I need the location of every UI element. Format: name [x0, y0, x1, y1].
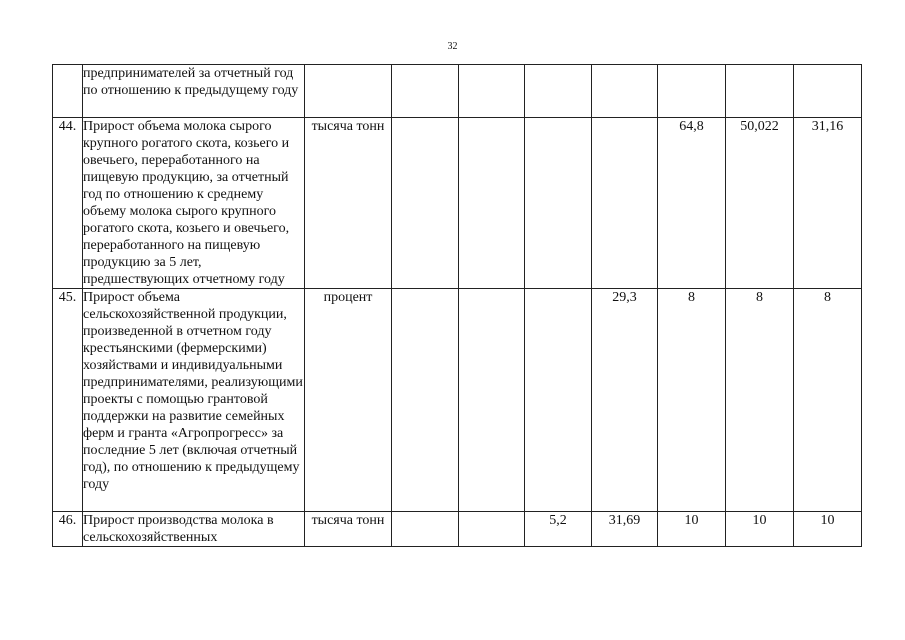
value-cell: 64,8: [658, 118, 726, 289]
value-cell: 8: [658, 289, 726, 512]
table-row: [53, 65, 862, 118]
row-number: [53, 65, 83, 118]
value-cell: [726, 65, 794, 118]
indicator-name: Прирост производства молока в сельскохозяйственных: [83, 512, 305, 547]
value-cell: 50,022: [726, 118, 794, 289]
value-cell: [459, 118, 525, 289]
value-cell: [392, 65, 459, 118]
value-cell: 10: [726, 512, 794, 547]
table-row: [53, 289, 862, 512]
value-cell: [459, 289, 525, 512]
indicator-name: Прирост объема молока сырого крупного рогатого скота, козьего и овечьего, переработанного на пищевую продукцию, за отчетный год по отношению к среднему объему молока сырого крупного рогатого скота, козьего и овечьего, переработанного на пищевую продукцию за 5 лет, предшествующих отчетному году: [83, 118, 305, 289]
value-cell: 8: [726, 289, 794, 512]
value-cell: [592, 118, 658, 289]
value-cell: [392, 512, 459, 547]
unit-cell: тысяча тонн: [305, 118, 392, 289]
value-cell: 8: [794, 289, 862, 512]
row-number: 44.: [53, 118, 83, 289]
row-number: 46.: [53, 512, 83, 547]
unit-cell: [305, 65, 392, 118]
value-cell: [592, 65, 658, 118]
indicators-table: [52, 64, 862, 547]
value-cell: 29,3: [592, 289, 658, 512]
value-cell: [459, 512, 525, 547]
value-cell: 31,16: [794, 118, 862, 289]
value-cell: 5,2: [525, 512, 592, 547]
value-cell: [525, 118, 592, 289]
indicator-name: Прирост объема сельскохозяйственной продукции, произведенной в отчетном году крестьянскими (фермерскими) хозяйствами и индивидуальными предпринимателями, реализующими проекты с помощью грантовой поддержки на развитие семейных ферм и гранта «Агропрогресс» за последние 5 лет (включая отчетный год), по отношению к предыдущему году: [83, 289, 305, 512]
value-cell: [392, 289, 459, 512]
unit-cell: тысяча тонн: [305, 512, 392, 547]
value-cell: [525, 65, 592, 118]
value-cell: [525, 289, 592, 512]
indicator-name: предпринимателей за отчетный год по отношению к предыдущему году: [83, 65, 305, 118]
unit-cell: процент: [305, 289, 392, 512]
table-row: [53, 512, 862, 547]
page-number: 32: [447, 41, 458, 52]
value-cell: [459, 65, 525, 118]
value-cell: [658, 65, 726, 118]
value-cell: [794, 65, 862, 118]
value-cell: 10: [794, 512, 862, 547]
value-cell: 10: [658, 512, 726, 547]
row-number: 45.: [53, 289, 83, 512]
table-row: [53, 118, 862, 289]
value-cell: 31,69: [592, 512, 658, 547]
value-cell: [392, 118, 459, 289]
